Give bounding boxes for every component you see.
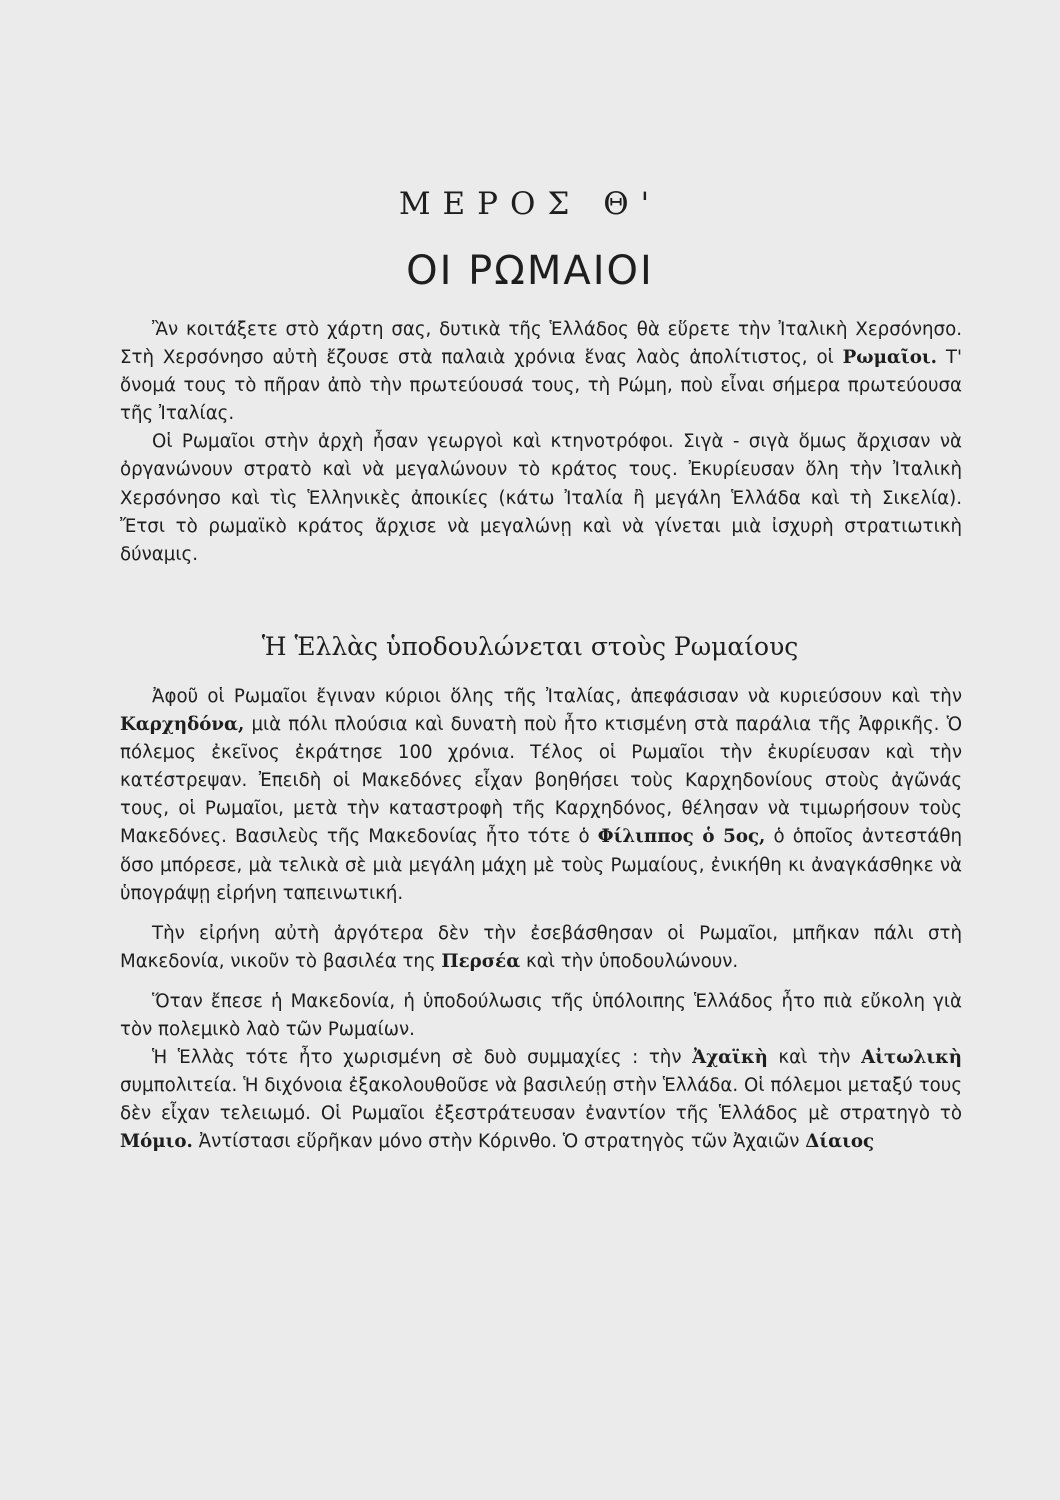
term-romaioi: Ρωμαῖοι. [842,347,937,369]
term-persea: Περσέα [441,950,521,972]
term-achaiki: Ἀχαϊκὴ [692,1047,768,1069]
term-diaios: Δίαιος [805,1131,875,1153]
paragraph-gap [120,908,962,920]
term-karchidona: Καρχηδόνα, [120,714,245,736]
text-run: Ἀφοῦ οἱ Ρωμαῖοι ἔγιναν κύριοι ὅλης τῆς Ἰταλίας, ἀπεφάσισαν νὰ κυριεύσουν καὶ τὴν [152,686,962,707]
text-run: μιὰ πόλι πλούσια καὶ δυνατὴ ποὺ ἦτο κτισμένη στὰ παράλια τῆς Ἀφρικῆς. Ὁ πόλεμος ἐκεῖνος ἐκράτησε 100 χρόνια. Τέλος οἱ Ρωμαῖοι τὴν ἐκυρίευσαν καὶ τὴν κατέστρεψαν. Ἐπειδὴ οἱ Μακεδόνες εἶχαν βοηθήσει τοὺς Καρχηδονίους στοὺς ἀγῶνάς τους, οἱ Ρωμαῖοι, μετὰ τὴν καταστροφὴ τῆς Καρχηδόνος, θέλησαν νὰ τιμωρήσουν τοὺς Μακεδόνες. Βασιλεὺς τῆς Μακεδονίας ἦτο τότε ὁ [120,714,962,848]
paragraph [120,683,962,908]
paragraph [120,316,962,428]
section-heading: Ἡ Ἑλλὰς ὑποδουλώνεται στοὺς Ρωμαίους [261,632,799,661]
text-run: Ἂν κοιτάξετε στὸ χάρτη σας, δυτικὰ τῆς Ἑλλάδος θὰ εὕρετε τὴν Ἰταλικὴ Χερσόνησο. Στὴ Χερσόνησο αὐτὴ ἔζουσε στὰ παλαιὰ χρόνια ἕνας λαὸς ἀπολίτιστος, οἱ [120,319,962,369]
text-run: συμπολιτεία. Ἡ διχόνοια ἐξακολουθοῦσε νὰ βασιλεύῃ στὴν Ἑλλάδα. Οἱ πόλεμοι μεταξύ τους δὲν εἶχαν τελειωμό. Οἱ Ρωμαῖοι ἐξεστράτευσαν ἐναντίον τῆς Ἑλλάδος μὲ στρατηγὸ τὸ [120,1075,962,1125]
section-subjugation [120,683,962,1157]
section-intro [120,316,962,569]
paragraph [120,1044,962,1156]
text-run: καὶ τὴν [767,1047,862,1069]
text-run: Ἀντίστασι εὕρῆκαν μόνο στὴν Κόρινθο. Ὁ στρατηγὸς τῶν Ἀχαιῶν [192,1131,806,1153]
paragraph [120,920,962,976]
chapter-title: ΟΙ ΡΩΜΑΙΟΙ [406,248,654,294]
term-filippos: Φίλιππος ὁ 5ος, [597,826,766,848]
text-run: Ἡ Ἑλλὰς τότε ἦτο χωρισμένη σὲ δυὸ συμμαχίες : τὴν [152,1047,693,1069]
paragraph: Ὅταν ἔπεσε ἡ Μακεδονία, ἡ ὑποδούλωσις τῆς ὑπόλοιπης Ἑλλάδος ἦτο πιὰ εὔκολη γιὰ τὸν πολεμικὸ λαὸ τῶν Ρωμαίων. [120,990,962,1041]
text-run: καὶ τὴν ὑποδουλώνουν. [520,950,739,972]
paragraph: Οἱ Ρωμαῖοι στὴν ἀρχὴ ἦσαν γεωργοὶ καὶ κτηνοτρόφοι. Σιγὰ - σιγὰ ὅμως ἄρχισαν νὰ ὀργανώνουν στρατὸ καὶ νὰ μεγαλώνουν τὸ κράτος τους. Ἐκυρίευσαν ὅλη τὴν Ἰταλικὴ Χερσόνησο καὶ τὶς Ἑλληνικὲς ἀποικίες (κάτω Ἰταλία ἢ μεγάλη Ἑλλάδα καὶ τὴ Σικελία). Ἔτσι τὸ ρωμαϊκὸ κράτος ἄρχισε νὰ μεγαλώνῃ καὶ νὰ γίνεται μιὰ ἰσχυρὴ στρατιωτικὴ δύναμις. [120,431,962,565]
text-run: Τ' ὄνομά τους τὸ πῆραν ἀπὸ τὴν πρωτεύουσά τους, τὴ Ρώμη, ποὺ εἶναι σήμερα πρωτεύουσα τῆς Ἰταλίας. [120,347,962,425]
term-aitoliki: Αἰτωλικὴ [861,1047,963,1069]
part-heading: ΜΕΡΟΣ Θ' [398,186,662,222]
paragraph-gap [120,976,962,988]
text-run: Τὴν εἰρήνη αὐτὴ ἀργότερα δὲν τὴν ἐσεβάσθησαν οἱ Ρωμαῖοι, μπῆκαν πάλι στὴ Μακεδονία, νικοῦν τὸ βασιλέα της [120,922,962,972]
text-run: ὁ ὁποῖος ἀντεστάθη ὅσο μπόρεσε, μὰ τελικὰ σὲ μιὰ μεγάλη μάχη μὲ τοὺς Ρωμαίους, ἐνικήθη κι ἀναγκάσθηκε νὰ ὑπογράψῃ εἰρήνη ταπεινωτική. [120,826,962,904]
term-momio: Μόμιο. [120,1131,193,1153]
